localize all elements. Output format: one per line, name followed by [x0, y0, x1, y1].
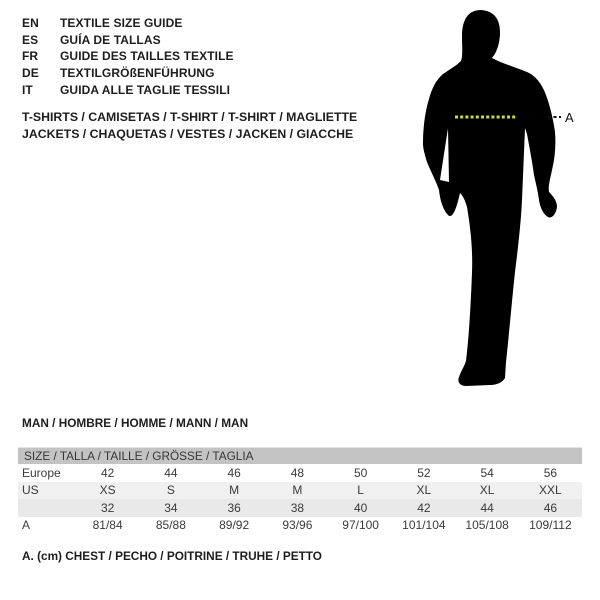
size-cell: M — [229, 483, 240, 498]
size-cell: 54 — [480, 465, 494, 480]
size-cell: 97/100 — [342, 518, 379, 533]
size-cell: 56 — [543, 465, 558, 480]
table-row-us — [18, 482, 582, 500]
man-silhouette — [423, 10, 557, 386]
size-cell: 81/84 — [92, 518, 123, 533]
size-cell: 89/92 — [219, 518, 250, 533]
size-cell: XS — [99, 483, 116, 498]
size-cell: XL — [416, 483, 432, 498]
language-row — [22, 48, 234, 65]
language-title-list — [22, 15, 234, 98]
language-row — [22, 65, 234, 82]
table-row-europe — [18, 464, 582, 482]
size-table-header: SIZE / TALLA / TAILLE / GRÖSSE / TAGLIA — [18, 448, 582, 464]
size-cell: 36 — [227, 500, 241, 515]
language-row — [22, 15, 234, 32]
size-cell: 101/104 — [402, 518, 446, 533]
man-silhouette-figure — [398, 0, 580, 400]
size-cell: XL — [479, 483, 495, 498]
size-cell: 44 — [164, 465, 178, 480]
measure-label-a: A — [565, 110, 574, 125]
size-cell: M — [292, 483, 303, 498]
measurement-footnote: A. (cm) CHEST / PECHO / POITRINE / TRUHE / PETTO — [22, 549, 322, 563]
language-code: ES — [22, 32, 39, 47]
language-title: GUIDA ALLE TAGLIE TESSILI — [60, 82, 231, 97]
language-code: FR — [22, 49, 39, 64]
language-code: IT — [22, 82, 33, 97]
language-row — [22, 81, 234, 98]
language-title: GUÍA DE TALLAS — [60, 32, 161, 47]
language-code: DE — [22, 66, 39, 81]
size-cell: L — [357, 483, 364, 498]
size-cell: 44 — [480, 500, 494, 515]
language-title: TEXTILGRÖßENFÜHRUNG — [60, 66, 215, 81]
row-label: US — [22, 483, 39, 498]
category-tshirts: T-SHIRTS / CAMISETAS / T-SHIRT / T-SHIRT / MAGLIETTE — [22, 110, 358, 124]
size-cell: 46 — [227, 465, 241, 480]
size-cell: 105/108 — [465, 518, 509, 533]
language-title: GUIDE DES TAILLES TEXTILE — [60, 49, 234, 64]
size-cell: 48 — [290, 465, 305, 480]
size-cell: 85/88 — [155, 518, 186, 533]
size-cell: 38 — [290, 500, 305, 515]
size-cell: 32 — [100, 500, 115, 515]
section-title-man: MAN / HOMBRE / HOMME / MANN / MAN — [22, 416, 249, 430]
size-cell: 42 — [417, 500, 431, 515]
category-jackets: JACKETS / CHAQUETAS / VESTES / JACKEN / GIACCHE — [22, 127, 354, 141]
size-cell: S — [166, 483, 175, 498]
language-row — [22, 32, 234, 49]
language-code: EN — [22, 16, 39, 31]
size-table — [18, 447, 582, 534]
row-label: A — [22, 518, 31, 533]
table-row-numeric — [18, 499, 582, 517]
product-categories — [22, 109, 357, 143]
size-cell: 34 — [164, 500, 178, 515]
size-cell: 93/96 — [282, 518, 313, 533]
size-cell: XXL — [539, 483, 562, 498]
language-title: TEXTILE SIZE GUIDE — [60, 16, 183, 31]
row-label: Europe — [22, 465, 61, 480]
size-cell: 50 — [353, 465, 368, 480]
size-cell: 42 — [100, 465, 115, 480]
size-cell: 52 — [417, 465, 431, 480]
table-row-chest-cm — [18, 517, 582, 535]
size-cell: 109/112 — [529, 518, 572, 533]
size-cell: 46 — [543, 500, 558, 515]
size-cell: 40 — [353, 500, 368, 515]
